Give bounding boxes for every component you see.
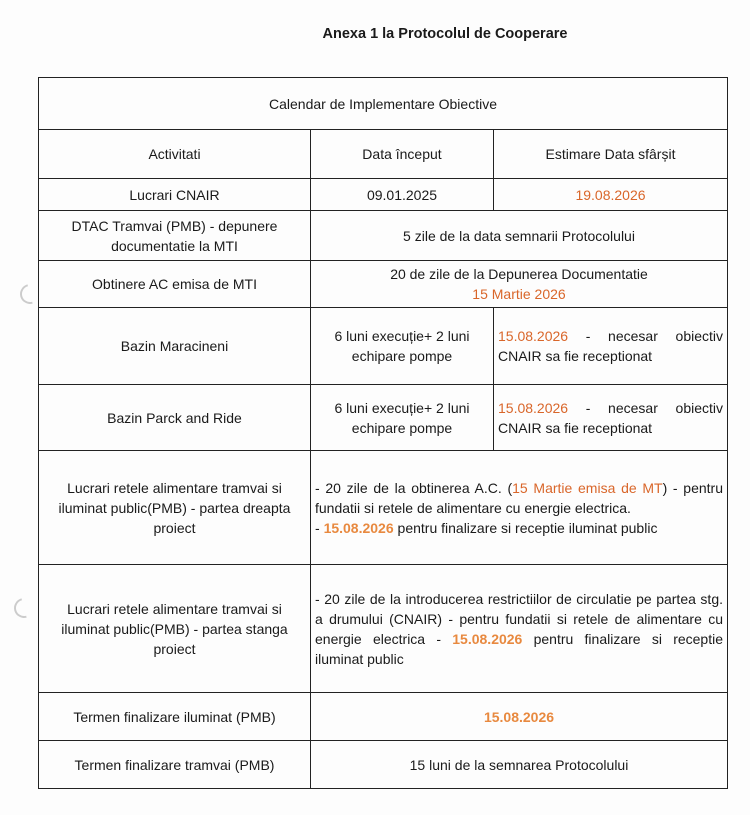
- document-title: Anexa 1 la Protocolul de Cooperare: [322, 26, 568, 42]
- start-cell: 6 luni execuție+ 2 luni echipare pompe: [311, 385, 494, 451]
- header-estimare-data-sfarsit: Estimare Data sfârșit: [494, 130, 728, 179]
- table-caption: Calendar de Implementare Obiective: [39, 78, 728, 130]
- timing-text: pentru finalizare si receptie iluminat public: [393, 519, 658, 536]
- merged-timing-cell: 15.08.2026: [311, 693, 728, 741]
- table-row: [39, 385, 728, 451]
- table-header-row: [39, 130, 728, 179]
- table-row: [39, 741, 728, 789]
- end-date-cell: 19.08.2026: [494, 179, 728, 211]
- timing-text: pentru finalizare si receptie iluminat public: [315, 630, 723, 667]
- timing-text: -: [315, 519, 324, 536]
- table-row: [39, 565, 728, 693]
- end-date: 15.08.2026: [498, 399, 569, 416]
- end-note: - necesar obiectiv CNAIR sa fie receptionat: [498, 328, 723, 364]
- merged-timing-cell: [311, 565, 728, 693]
- timing-date: 15.08.2026: [323, 519, 394, 536]
- activity-cell: DTAC Tramvai (PMB) - depunere documentatie la MTI: [39, 211, 311, 261]
- activity-cell: Lucrari retele alimentare tramvai si iluminat public(PMB) - partea dreapta proiect: [39, 451, 311, 565]
- implementation-calendar-table: [38, 77, 728, 789]
- hole-punch-mark-icon: [10, 594, 37, 621]
- activity-cell: Termen finalizare iluminat (PMB): [39, 693, 311, 741]
- end-note: - necesar obiectiv CNAIR sa fie receptionat: [498, 399, 723, 436]
- merged-timing-cell: [311, 451, 728, 565]
- start-cell: 09.01.2025: [311, 179, 494, 211]
- timing-text: - 20 zile de la introducerea restrictiilor de circulatie pe partea stg. a drumului (CNAIR) - pentru fundatii si retele de alimentare cu energie electrica -: [315, 590, 723, 647]
- table-row: [39, 179, 728, 211]
- table-row: [39, 693, 728, 741]
- start-cell: 6 luni execuție+ 2 luni echipare pompe: [311, 308, 494, 385]
- activity-cell: Obtinere AC emisa de MTI: [39, 261, 311, 308]
- header-activitati: Activitati: [39, 130, 311, 179]
- timing-date: 15 Martie emisa de MT: [512, 479, 663, 496]
- activity-cell: Termen finalizare tramvai (PMB): [39, 741, 311, 789]
- end-cell: [494, 308, 728, 385]
- timing-text: - 20 zile de la obtinerea A.C. (: [315, 479, 513, 496]
- table-row: [39, 451, 728, 565]
- table-row: [39, 308, 728, 385]
- table-row: [39, 261, 728, 308]
- table-row: [39, 211, 728, 261]
- merged-timing-cell: 15 luni de la semnarea Protocolului: [311, 741, 728, 789]
- merged-timing-cell: 5 zile de la data semnarii Protocolului: [311, 211, 728, 261]
- timing-text: ) - pentru fundatii si retele de alimentare cu energie electrica.: [315, 479, 723, 516]
- merged-timing-cell: [311, 261, 728, 308]
- end-cell: [494, 385, 728, 451]
- end-date: 15.08.2026: [498, 328, 569, 344]
- activity-cell: Bazin Maracineni: [39, 308, 311, 385]
- activity-cell: Lucrari CNAIR: [39, 179, 311, 211]
- table-caption-row: [39, 78, 728, 130]
- timing-date: 15 Martie 2026: [472, 286, 566, 302]
- header-data-inceput: Data început: [311, 130, 494, 179]
- activity-cell: Bazin Parck and Ride: [39, 385, 311, 451]
- activity-cell: Lucrari retele alimentare tramvai si iluminat public(PMB) - partea stanga proiect: [39, 565, 311, 693]
- timing-date: 15.08.2026: [452, 630, 523, 647]
- timing-text: 20 de zile de la Depunerea Documentatie: [390, 266, 648, 282]
